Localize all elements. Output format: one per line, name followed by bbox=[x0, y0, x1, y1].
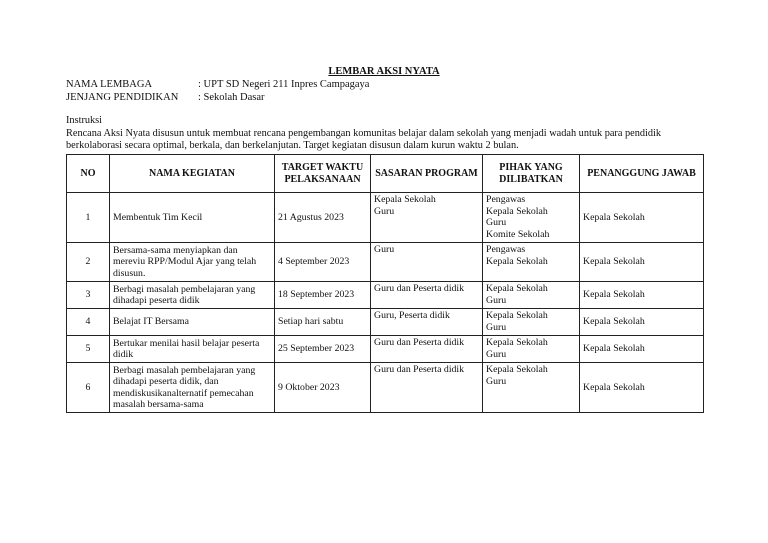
header-target-waktu: TARGET WAKTU PELAKSANAAN bbox=[275, 155, 371, 193]
table-row bbox=[67, 193, 704, 243]
cell-pihak: Pengawas Kepala Sekolah Guru Komite Sekolah bbox=[483, 193, 580, 243]
cell-sasaran: Guru dan Peserta didik bbox=[371, 282, 483, 309]
document-title: LEMBAR AKSI NYATA bbox=[328, 66, 440, 77]
cell-waktu: 21 Agustus 2023 bbox=[275, 193, 371, 243]
meta-nama-lembaga bbox=[66, 79, 369, 90]
header-pihak: PIHAK YANG DILIBATKAN bbox=[483, 155, 580, 193]
cell-sasaran: Guru, Peserta didik bbox=[371, 309, 483, 336]
cell-waktu: 4 September 2023 bbox=[275, 243, 371, 282]
cell-pihak: Kepala Sekolah Guru bbox=[483, 336, 580, 363]
cell-pihak: Kepala Sekolah Guru bbox=[483, 282, 580, 309]
cell-penanggung-jawab: Kepala Sekolah bbox=[580, 336, 704, 363]
cell-kegiatan: Membentuk Tim Kecil bbox=[110, 193, 275, 243]
cell-kegiatan: Bertukar menilai hasil belajar peserta didik bbox=[110, 336, 275, 363]
table-row bbox=[67, 309, 704, 336]
cell-waktu: 9 Oktober 2023 bbox=[275, 363, 371, 413]
cell-pihak: Pengawas Kepala Sekolah bbox=[483, 243, 580, 282]
cell-penanggung-jawab: Kepala Sekolah bbox=[580, 282, 704, 309]
cell-penanggung-jawab: Kepala Sekolah bbox=[580, 193, 704, 243]
cell-no: 5 bbox=[67, 336, 110, 363]
header-nama-kegiatan: NAMA KEGIATAN bbox=[110, 155, 275, 193]
meta-value: : UPT SD Negeri 211 Inpres Campagaya bbox=[198, 79, 370, 90]
meta-key: NAMA LEMBAGA bbox=[66, 79, 153, 90]
table-row bbox=[67, 282, 704, 309]
cell-kegiatan: Berbagi masalah pembelajaran yang dihadapi peserta didik, dan mendiskusikanalternatif pemecahan masalah bersama-sama bbox=[110, 363, 275, 413]
cell-no: 1 bbox=[67, 193, 110, 243]
cell-no: 3 bbox=[67, 282, 110, 309]
aksi-table bbox=[66, 154, 704, 413]
meta-jenjang bbox=[66, 92, 264, 103]
header-penanggung-jawab: PENANGGUNG JAWAB bbox=[580, 155, 704, 193]
cell-kegiatan: Belajat IT Bersama bbox=[110, 309, 275, 336]
cell-no: 4 bbox=[67, 309, 110, 336]
instruksi-block bbox=[66, 115, 706, 153]
cell-sasaran: Guru bbox=[371, 243, 483, 282]
header-no: NO bbox=[67, 155, 110, 193]
cell-waktu: 18 September 2023 bbox=[275, 282, 371, 309]
cell-waktu: 25 September 2023 bbox=[275, 336, 371, 363]
cell-pihak: Kepala Sekolah Guru bbox=[483, 363, 580, 413]
cell-penanggung-jawab: Kepala Sekolah bbox=[580, 363, 704, 413]
header-sasaran: SASARAN PROGRAM bbox=[371, 155, 483, 193]
cell-no: 6 bbox=[67, 363, 110, 413]
cell-sasaran: Kepala Sekolah Guru bbox=[371, 193, 483, 243]
instruksi-heading: Instruksi bbox=[66, 115, 103, 126]
cell-kegiatan: Bersama-sama menyiapkan dan mereviu RPP/Modul Ajar yang telah disusun. bbox=[110, 243, 275, 282]
cell-sasaran: Guru dan Peserta didik bbox=[371, 363, 483, 413]
table-row bbox=[67, 363, 704, 413]
instruksi-text: Rencana Aksi Nyata disusun untuk membuat rencana pengembangan komunitas belajar dalam sekolah yang menjadi wadah untuk para pendidik berkolaborasi secara optimal, berkala, dan berkelanjutan. Target kegiatan disusun dalam kurun waktu 2 bulan. bbox=[66, 127, 662, 151]
cell-pihak: Kepala Sekolah Guru bbox=[483, 309, 580, 336]
cell-sasaran: Guru dan Peserta didik bbox=[371, 336, 483, 363]
cell-no: 2 bbox=[67, 243, 110, 282]
cell-penanggung-jawab: Kepala Sekolah bbox=[580, 243, 704, 282]
meta-value: : Sekolah Dasar bbox=[198, 92, 265, 103]
cell-waktu: Setiap hari sabtu bbox=[275, 309, 371, 336]
table-row bbox=[67, 336, 704, 363]
meta-key: JENJANG PENDIDIKAN bbox=[66, 92, 179, 103]
cell-kegiatan: Berbagi masalah pembelajaran yang dihadapi peserta didik bbox=[110, 282, 275, 309]
table-row bbox=[67, 243, 704, 282]
cell-penanggung-jawab: Kepala Sekolah bbox=[580, 309, 704, 336]
